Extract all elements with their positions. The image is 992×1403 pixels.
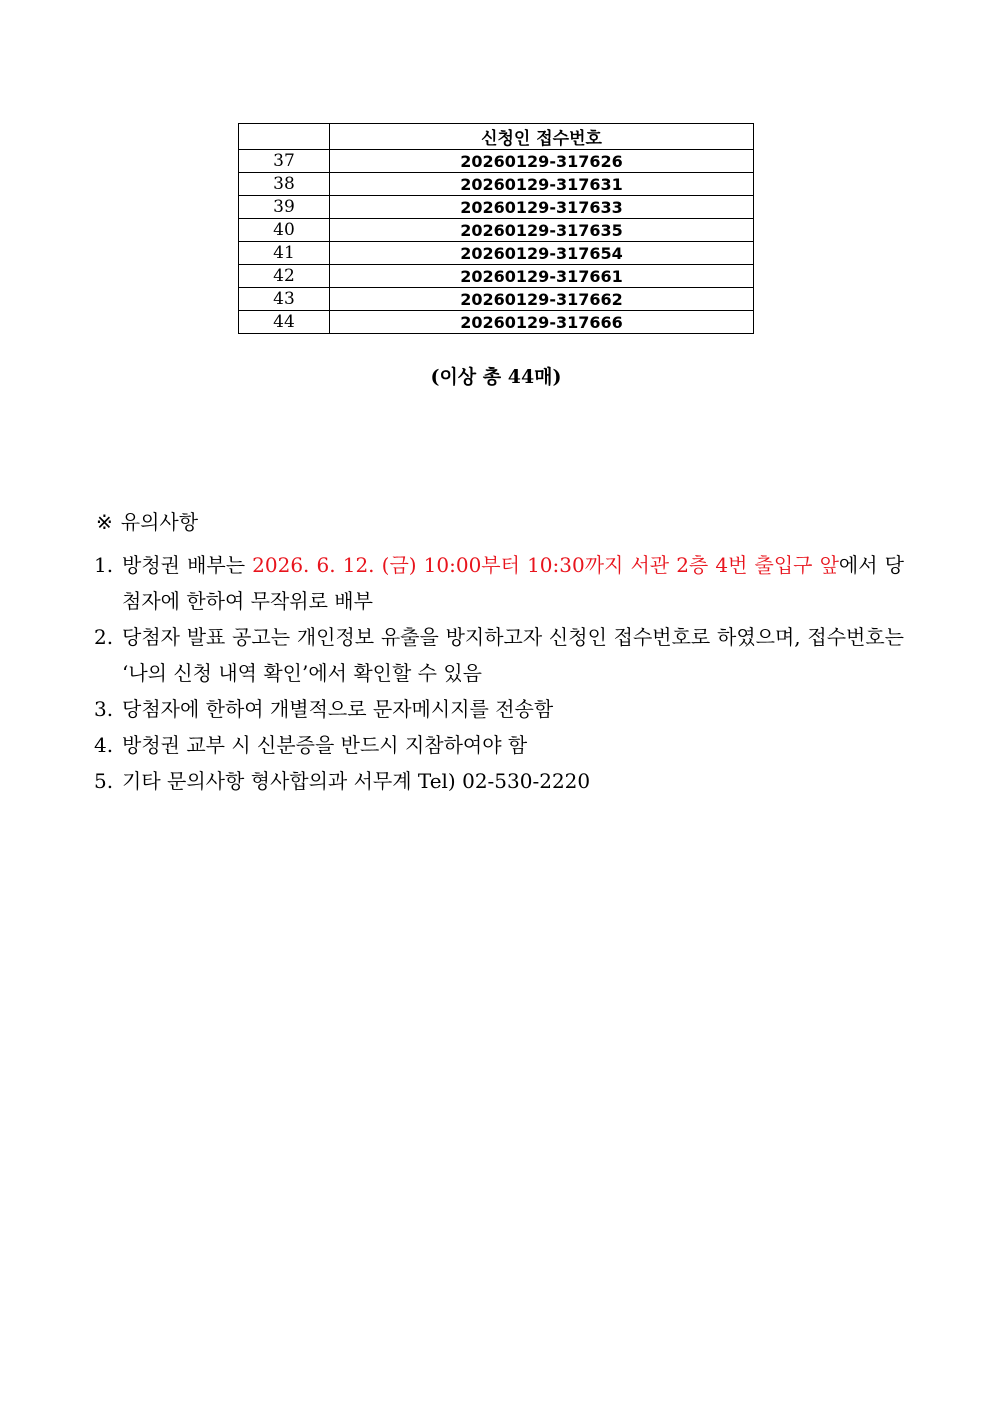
list-item [94,763,904,799]
row-number: 39 [239,196,330,219]
table-row [239,150,754,173]
item-text: 기타 문의사항 형사합의과 서무계 Tel) 02-530-2220 [122,769,591,793]
distribution-schedule-highlight: 2026. 6. 12. (금) 10:00부터 10:30까지 서관 2층 4번 출입구 앞 [252,553,839,577]
row-number: 43 [239,288,330,311]
item-text: 방청권 교부 시 신분증을 반드시 지참하여야 함 [122,733,528,757]
item-text-prefix: 방청권 배부는 [122,553,253,577]
reference-mark-icon: ※ [96,510,113,534]
row-number: 42 [239,265,330,288]
row-number: 40 [239,219,330,242]
row-number: 44 [239,311,330,334]
receipt-number: 20260129-317631 [330,173,754,196]
item-number: 4. [94,733,114,757]
receipt-number: 20260129-317626 [330,150,754,173]
row-number: 41 [239,242,330,265]
item-number: 1. [94,553,114,577]
receipt-number: 20260129-317661 [330,265,754,288]
table-row [239,311,754,334]
list-item [94,547,904,619]
table-row [239,219,754,242]
receipt-number: 20260129-317633 [330,196,754,219]
table-row [239,242,754,265]
total-count-text: (이상 총 44매) [430,366,562,388]
row-number: 37 [239,150,330,173]
item-text: 당첨자에 한하여 개별적으로 문자메시지를 전송함 [122,697,554,721]
item-number: 2. [94,625,114,649]
receipt-number: 20260129-317666 [330,311,754,334]
table-row [239,173,754,196]
receipt-number: 20260129-317635 [330,219,754,242]
header-title-cell: 신청인 접수번호 [330,124,754,150]
list-item [94,691,904,727]
item-text-suffix: 에서 당첨자에 한하여 무작위로 배부 [122,553,904,613]
item-number: 5. [94,769,114,793]
table-header-row [239,124,754,150]
header-blank-cell [239,124,330,150]
item-number: 3. [94,697,114,721]
table-row [239,196,754,219]
receipt-number: 20260129-317654 [330,242,754,265]
table-row [239,288,754,311]
table-row [239,265,754,288]
notice-list [94,547,904,799]
list-item [94,619,904,691]
notice-heading [96,506,198,535]
item-text: 당첨자 발표 공고는 개인정보 유출을 방지하고자 신청인 접수번호로 하였으며, 접수번호는 ‘나의 신청 내역 확인’에서 확인할 수 있음 [122,625,904,685]
list-item [94,727,904,763]
winners-table [238,123,754,334]
row-number: 38 [239,173,330,196]
receipt-number: 20260129-317662 [330,288,754,311]
notice-title: 유의사항 [120,510,199,534]
